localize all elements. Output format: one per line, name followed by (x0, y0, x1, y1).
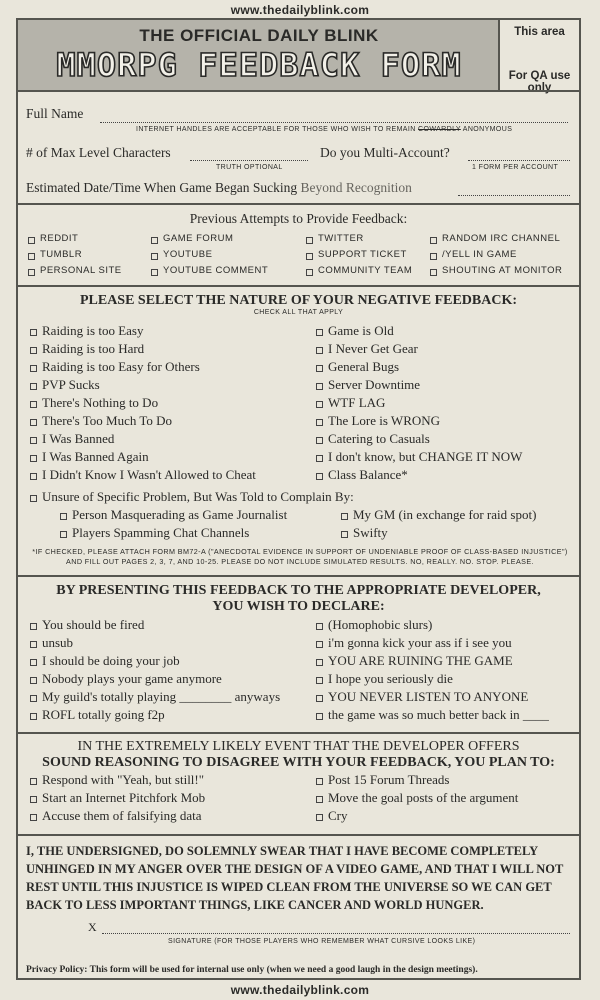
declare-right-2-checkbox[interactable] (316, 659, 323, 666)
nature-right-5-label: The Lore is WRONG (328, 413, 441, 428)
qa-box-bottom-text: For QA use only (508, 70, 571, 94)
nature-left-3-checkbox[interactable] (30, 383, 37, 390)
full-name-field[interactable] (100, 122, 568, 123)
declare-right-1-checkbox[interactable] (316, 641, 323, 648)
nature-section (18, 287, 579, 577)
declare-left-5-label: ROFL totally going f2p (42, 707, 165, 722)
max-level-label: # of Max Level Characters (26, 145, 171, 160)
class-balance-footnote: *IF CHECKED, PLEASE ATTACH FORM BM72-A ("ANECDOTAL EVIDENCE IN SUPPORT OF UNDENIABLE PROOF OF CLASS-BASED INJUSTICE") AND FILL OUT PAGES 2, 3, 7, AND 10-25. PLEASE DO NOT INCLUDE SIMULATED RESULTS. NO, REALLY. NO. STOP. PLEASE. (32, 547, 568, 566)
plan-left-1-label: Start an Internet Pitchfork Mob (42, 790, 206, 805)
max-level-field[interactable] (190, 160, 308, 161)
previous-option-11-checkbox[interactable] (430, 269, 437, 276)
identity-section (18, 92, 579, 205)
nature-right-1-label: I Never Get Gear (328, 341, 418, 356)
nature-left-4-label: There's Nothing to Do (42, 395, 159, 410)
feedback-form (16, 18, 581, 980)
previous-option-1-label: GAME FORUM (163, 233, 234, 244)
declare-left-3-checkbox[interactable] (30, 677, 37, 684)
nature-right-6-label: Catering to Casuals (328, 431, 430, 446)
nature-right-0-checkbox[interactable] (316, 329, 323, 336)
nature-right-0-label: Game is Old (328, 323, 394, 338)
unsure-checkbox[interactable] (30, 495, 37, 502)
nature-heading: PLEASE SELECT THE NATURE OF YOUR NEGATIVE FEEDBACK: (79, 293, 518, 308)
previous-option-3-checkbox[interactable] (430, 237, 437, 244)
signature-x: X (88, 920, 97, 934)
plan-right-0-checkbox[interactable] (316, 778, 323, 785)
unsure-left-1-checkbox[interactable] (60, 531, 67, 538)
plan-left-2-label: Accuse them of falsifying data (42, 808, 202, 823)
declare-left-5-checkbox[interactable] (30, 713, 37, 720)
previous-option-2-label: TWITTER (318, 233, 364, 244)
nature-left-0-checkbox[interactable] (30, 329, 37, 336)
sucking-date-label (26, 180, 412, 196)
declare-left-1-label: unsub (42, 635, 74, 650)
nature-right-4-checkbox[interactable] (316, 401, 323, 408)
nature-left-5-label: There's Too Much To Do (42, 413, 173, 428)
declare-left-1-checkbox[interactable] (30, 641, 37, 648)
plan-right-2-checkbox[interactable] (316, 814, 323, 821)
signature-note: SIGNATURE (FOR THOSE PLAYERS WHO REMEMBER WHAT CURSIVE LOOKS LIKE) (168, 938, 476, 945)
unsure-left-1-label: Players Spamming Chat Channels (72, 525, 250, 540)
multi-account-label: Do you Multi-Account? (320, 145, 450, 160)
declare-right-5-label: the game was so much better back in ____ (328, 707, 549, 722)
plan-heading-line2: SOUND REASONING TO DISAGREE WITH YOUR FEEDBACK, YOU PLAN TO: (42, 755, 555, 770)
nature-left-1-checkbox[interactable] (30, 347, 37, 354)
declare-right-4-checkbox[interactable] (316, 695, 323, 702)
declare-left-0-checkbox[interactable] (30, 623, 37, 630)
previous-option-5-label: YOUTUBE (163, 249, 213, 260)
declare-right-0-label: (Homophobic slurs) (328, 617, 433, 632)
previous-option-7-label: /YELL IN GAME (442, 249, 517, 260)
previous-option-1-checkbox[interactable] (151, 237, 158, 244)
previous-option-8-checkbox[interactable] (28, 269, 35, 276)
declare-right-4-label: YOU NEVER LISTEN TO ANYONE (328, 689, 529, 704)
declare-right-5-checkbox[interactable] (316, 713, 323, 720)
previous-option-0-checkbox[interactable] (28, 237, 35, 244)
declare-left-2-checkbox[interactable] (30, 659, 37, 666)
declare-right-0-checkbox[interactable] (316, 623, 323, 630)
declare-left-3-label: Nobody plays your game anymore (42, 671, 222, 686)
nature-right-3-label: Server Downtime (328, 377, 421, 392)
previous-option-6-label: SUPPORT TICKET (318, 249, 407, 260)
previous-option-3-label: RANDOM IRC CHANNEL (442, 233, 561, 244)
nature-left-1-label: Raiding is too Hard (42, 341, 145, 356)
unsure-right-1-checkbox[interactable] (341, 531, 348, 538)
nature-right-6-checkbox[interactable] (316, 437, 323, 444)
nature-right-7-checkbox[interactable] (316, 455, 323, 462)
unsure-right-0-label: My GM (in exchange for raid spot) (353, 507, 537, 522)
declare-heading-line2: YOU WISH TO DECLARE: (212, 599, 385, 614)
sucking-date-field[interactable] (458, 195, 570, 196)
nature-right-5-checkbox[interactable] (316, 419, 323, 426)
sucking-date-label-text: Estimated Date/Time When Game Began Sucking (26, 180, 298, 195)
plan-right-1-checkbox[interactable] (316, 796, 323, 803)
site-url-bottom[interactable]: www.thedailyblink.com (230, 983, 370, 997)
plan-right-2-label: Cry (328, 808, 348, 823)
plan-right-1-label: Move the goal posts of the argument (328, 790, 519, 805)
declare-left-0-label: You should be fired (42, 617, 145, 632)
declare-section (18, 577, 579, 734)
privacy-policy: Privacy Policy: This form will be used for internal use only (when we need a good laugh in the design meetings). (26, 965, 478, 975)
nature-right-8-label: Class Balance* (328, 467, 408, 482)
full-name-label: Full Name (26, 106, 84, 121)
unsure-label: Unsure of Specific Problem, But Was Told to Complain By: (42, 489, 354, 504)
nature-left-4-checkbox[interactable] (30, 401, 37, 408)
full-name-note (136, 126, 512, 133)
nature-left-8-checkbox[interactable] (30, 473, 37, 480)
previous-option-9-checkbox[interactable] (151, 269, 158, 276)
nature-right-7-label: I don't know, but CHANGE IT NOW (328, 449, 523, 464)
site-url-top[interactable]: www.thedailyblink.com (230, 3, 370, 17)
nature-right-8-checkbox[interactable] (316, 473, 323, 480)
nature-left-2-checkbox[interactable] (30, 365, 37, 372)
multi-account-note: 1 FORM PER ACCOUNT (472, 164, 559, 171)
signature-field[interactable] (102, 933, 570, 934)
nature-left-2-label: Raiding is too Easy for Others (42, 359, 200, 374)
previous-attempts-section (18, 205, 579, 287)
oath-text: I, THE UNDERSIGNED, DO SOLEMNLY SWEAR THAT I HAVE BECOME COMPLETELY UNHINGED IN MY ANGER OVER THE DESIGN OF A VIDEO GAME, AND THAT I WILL NOT REST UNTIL THIS INJUSTICE IS WIPED CLEAN FROM THE UNIVERSE SO WE CAN GET BACK TO LESS IMPORTANT THINGS, LIKE CANCER AND WORLD HUNGER. (26, 844, 564, 912)
previous-option-4-label: TUMBLR (40, 249, 83, 260)
previous-option-2-checkbox[interactable] (306, 237, 313, 244)
unsure-left-0-checkbox[interactable] (60, 513, 67, 520)
previous-option-11-label: SHOUTING AT MONITOR (442, 265, 563, 276)
header-divider (18, 20, 579, 92)
plan-left-0-checkbox[interactable] (30, 778, 37, 785)
full-name-note-text: INTERNET HANDLES ARE ACCEPTABLE FOR THOSE WHO WISH TO REMAIN (136, 126, 416, 133)
nature-left-3-label: PVP Sucks (42, 377, 100, 392)
declare-right-2-label: YOU ARE RUINING THE GAME (328, 653, 513, 668)
previous-option-10-label: COMMUNITY TEAM (318, 265, 413, 276)
previous-option-4-checkbox[interactable] (28, 253, 35, 260)
form-title-line2: MMORPG FEEDBACK FORM (56, 46, 462, 84)
declare-right-1-label: i'm gonna kick your ass if i see you (328, 635, 512, 650)
plan-left-1-checkbox[interactable] (30, 796, 37, 803)
nature-right-1-checkbox[interactable] (316, 347, 323, 354)
nature-left-6-label: I Was Banned (42, 431, 115, 446)
previous-option-7-checkbox[interactable] (430, 253, 437, 260)
full-name-note-struck: COWARDLY (418, 126, 461, 133)
nature-subheading: CHECK ALL THAT APPLY (253, 309, 344, 316)
nature-right-3-checkbox[interactable] (316, 383, 323, 390)
oath-section (18, 836, 579, 980)
previous-option-10-checkbox[interactable] (306, 269, 313, 276)
full-name-note-tail: ANONYMOUS (462, 126, 513, 133)
unsure-left-0-label: Person Masquerading as Game Journalist (72, 507, 288, 522)
unsure-right-1-label: Swifty (353, 525, 388, 540)
declare-left-4-checkbox[interactable] (30, 695, 37, 702)
plan-section (18, 734, 579, 836)
nature-right-4-label: WTF LAG (328, 395, 386, 410)
plan-left-0-label: Respond with "Yeah, but still!" (42, 772, 205, 787)
nature-left-7-checkbox[interactable] (30, 455, 37, 462)
form-title-line1: THE OFFICIAL DAILY BLINK (139, 26, 379, 45)
declare-heading-line1: BY PRESENTING THIS FEEDBACK TO THE APPROPRIATE DEVELOPER, (56, 583, 541, 598)
nature-left-6-checkbox[interactable] (30, 437, 37, 444)
declare-left-2-label: I should be doing your job (42, 653, 180, 668)
nature-left-0-label: Raiding is too Easy (42, 323, 144, 338)
nature-right-2-label: General Bugs (328, 359, 400, 374)
previous-option-0-label: REDDIT (40, 233, 79, 244)
nature-left-5-checkbox[interactable] (30, 419, 37, 426)
max-level-note: TRUTH OPTIONAL (216, 164, 283, 171)
sucking-date-label-tail: Beyond Recognition (300, 180, 412, 195)
previous-option-8-label: PERSONAL SITE (40, 265, 122, 276)
plan-heading-line1: IN THE EXTREMELY LIKELY EVENT THAT THE DEVELOPER OFFERS (77, 739, 520, 754)
plan-right-0-label: Post 15 Forum Threads (328, 772, 450, 787)
plan-left-2-checkbox[interactable] (30, 814, 37, 821)
unsure-right-0-checkbox[interactable] (341, 513, 348, 520)
declare-right-3-label: I hope you seriously die (328, 671, 453, 686)
previous-option-6-checkbox[interactable] (306, 253, 313, 260)
multi-account-field[interactable] (468, 160, 570, 161)
nature-left-7-label: I Was Banned Again (42, 449, 149, 464)
previous-attempts-heading: Previous Attempts to Provide Feedback: (189, 211, 408, 226)
qa-box-top-text: This area (514, 26, 565, 38)
nature-left-8-label: I Didn't Know I Wasn't Allowed to Cheat (42, 467, 256, 482)
nature-right-2-checkbox[interactable] (316, 365, 323, 372)
declare-left-4-label: My guild's totally playing ________ anyways (42, 689, 281, 704)
declare-right-3-checkbox[interactable] (316, 677, 323, 684)
previous-option-5-checkbox[interactable] (151, 253, 158, 260)
previous-option-9-label: YOUTUBE COMMENT (163, 265, 269, 276)
